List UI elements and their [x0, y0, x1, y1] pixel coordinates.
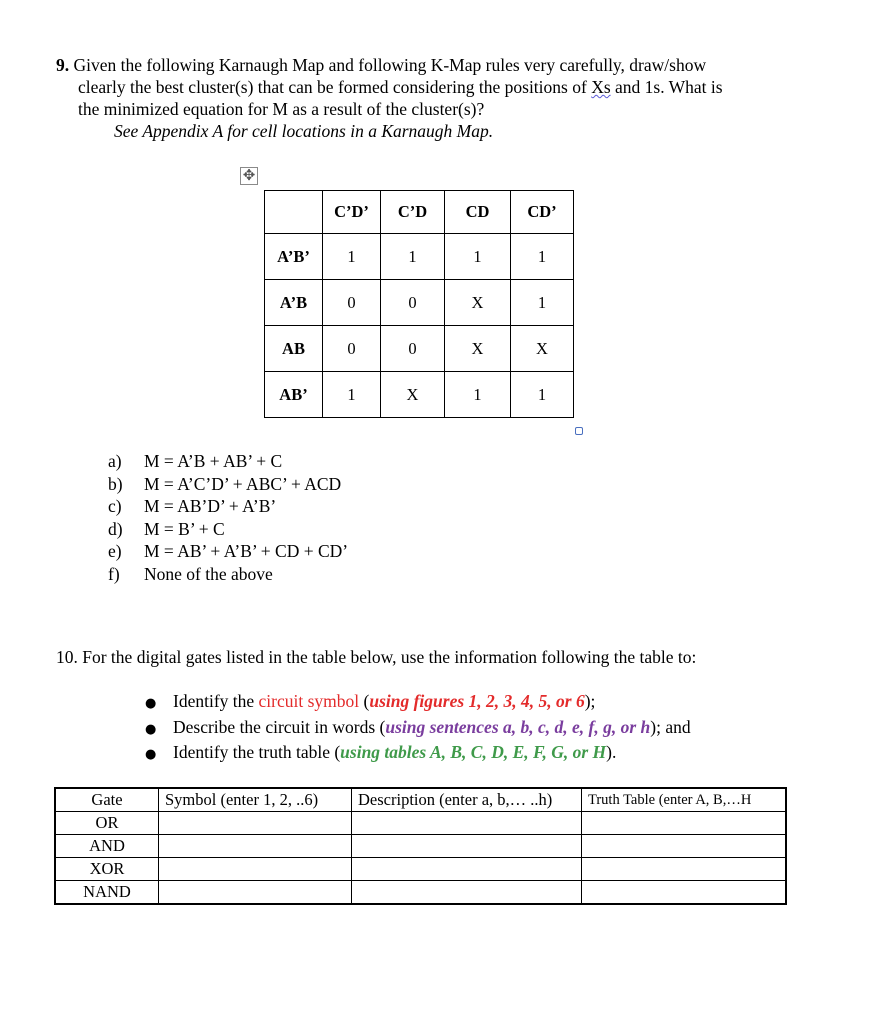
gate-table-header [55, 788, 786, 812]
q9-line3: the minimized equation for M as a result of the cluster(s)? [78, 99, 485, 119]
answer-options [108, 450, 348, 585]
kmap-row [265, 234, 574, 280]
bullet-icon: ● [145, 696, 157, 711]
bullet-item: ● Identify the circuit symbol (using figures 1, 2, 3, 4, 5, or 6); [145, 690, 691, 716]
kmap-row-header: A’B [265, 280, 323, 326]
spellcheck-word: Xs [591, 77, 611, 97]
question-10-intro: 10. For the digital gates listed in the table below, use the information following the table to: [56, 647, 697, 667]
kmap-row [265, 372, 574, 418]
option-e: e) M = AB’ + A’B’ + CD + CD’ [108, 541, 349, 561]
option-b: b) M = A’C’D’ + ABC’ + ACD [108, 473, 342, 494]
col-header-gate: Gate [55, 788, 159, 812]
kmap-cell: 0 [323, 326, 381, 372]
symbol-entry-cell[interactable] [159, 881, 352, 905]
kmap-cell: X [381, 372, 445, 418]
truth-table-entry-cell[interactable] [582, 812, 787, 835]
kmap-col-header: C’D’ [323, 191, 381, 234]
q10-bullet-list [145, 690, 691, 767]
bullet-item: ● Describe the circuit in words (using sentences a, b, c, d, e, f, g, or h); and [145, 716, 691, 742]
bullet-item: ● Identify the truth table (using tables A, B, C, D, E, F, G, or H). [145, 741, 691, 767]
kmap-col-header: C’D [381, 191, 445, 234]
q9-number: 9. [56, 55, 70, 75]
kmap-cell: X [445, 280, 511, 326]
kmap-row [265, 280, 574, 326]
symbol-entry-cell[interactable] [159, 858, 352, 881]
kmap-row-header: A’B’ [265, 234, 323, 280]
description-entry-cell[interactable] [352, 858, 582, 881]
truth-table-entry-cell[interactable] [582, 858, 787, 881]
bullet-icon: ● [145, 721, 157, 737]
gate-answer-table [54, 787, 787, 905]
kmap-cell: 1 [323, 234, 381, 280]
kmap-row [265, 326, 574, 372]
symbol-entry-cell[interactable] [159, 835, 352, 858]
description-entry-cell[interactable] [352, 812, 582, 835]
description-entry-cell[interactable] [352, 881, 582, 905]
kmap-cell: X [445, 326, 511, 372]
kmap-cell: 1 [511, 234, 574, 280]
kmap-cell: 0 [323, 280, 381, 326]
table-resize-handle[interactable] [575, 427, 583, 435]
q9-line1: 9. Given the following Karnaugh Map and following K-Map rules very carefully, draw/show [56, 55, 707, 75]
kmap-corner-cell [265, 191, 323, 234]
option-a: a) M = A’B + AB’ + C [108, 451, 283, 471]
kmap-cell: 1 [381, 234, 445, 280]
table-row [55, 881, 786, 905]
kmap-cell: 1 [445, 372, 511, 418]
description-entry-cell[interactable] [352, 835, 582, 858]
option-c: c) M = AB’D’ + A’B’ [108, 496, 277, 516]
kmap-col-header: CD [445, 191, 511, 234]
bullet-icon: ● [145, 747, 157, 762]
table-row [55, 858, 786, 881]
kmap-cell: X [511, 326, 574, 372]
truth-table-entry-cell[interactable] [582, 881, 787, 905]
truth-table-entry-cell[interactable] [582, 835, 787, 858]
kmap-cell: 0 [381, 280, 445, 326]
kmap-col-header: CD’ [511, 191, 574, 234]
q9-appendix-note: See Appendix A for cell locations in a Karnaugh Map. [114, 121, 494, 141]
q9-line2: clearly the best cluster(s) that can be formed considering the positions of Xs and 1s. What is [78, 77, 723, 97]
table-move-handle-icon[interactable]: ✥ [240, 167, 258, 185]
karnaugh-map [264, 190, 574, 418]
gate-name: NAND [55, 881, 159, 905]
gate-name: AND [55, 835, 159, 858]
kmap-row-header: AB’ [265, 372, 323, 418]
kmap-row-header: AB [265, 326, 323, 372]
option-f: f) None of the above [108, 563, 273, 584]
col-header-truth-table: Truth Table (enter A, B,…H [582, 788, 787, 812]
gate-name: OR [55, 812, 159, 835]
symbol-entry-cell[interactable] [159, 812, 352, 835]
gate-name: XOR [55, 858, 159, 881]
kmap-cell: 1 [445, 234, 511, 280]
kmap-cell: 1 [323, 372, 381, 418]
kmap-header-row [265, 191, 574, 234]
kmap-cell: 0 [381, 326, 445, 372]
table-row [55, 812, 786, 835]
kmap-cell: 1 [511, 372, 574, 418]
kmap-cell: 1 [511, 280, 574, 326]
question-9 [56, 54, 836, 142]
col-header-description: Description (enter a, b,… ..h) [352, 788, 582, 812]
table-row [55, 835, 786, 858]
option-d: d) M = B’ + C [108, 518, 225, 539]
col-header-symbol: Symbol (enter 1, 2, ..6) [159, 788, 352, 812]
